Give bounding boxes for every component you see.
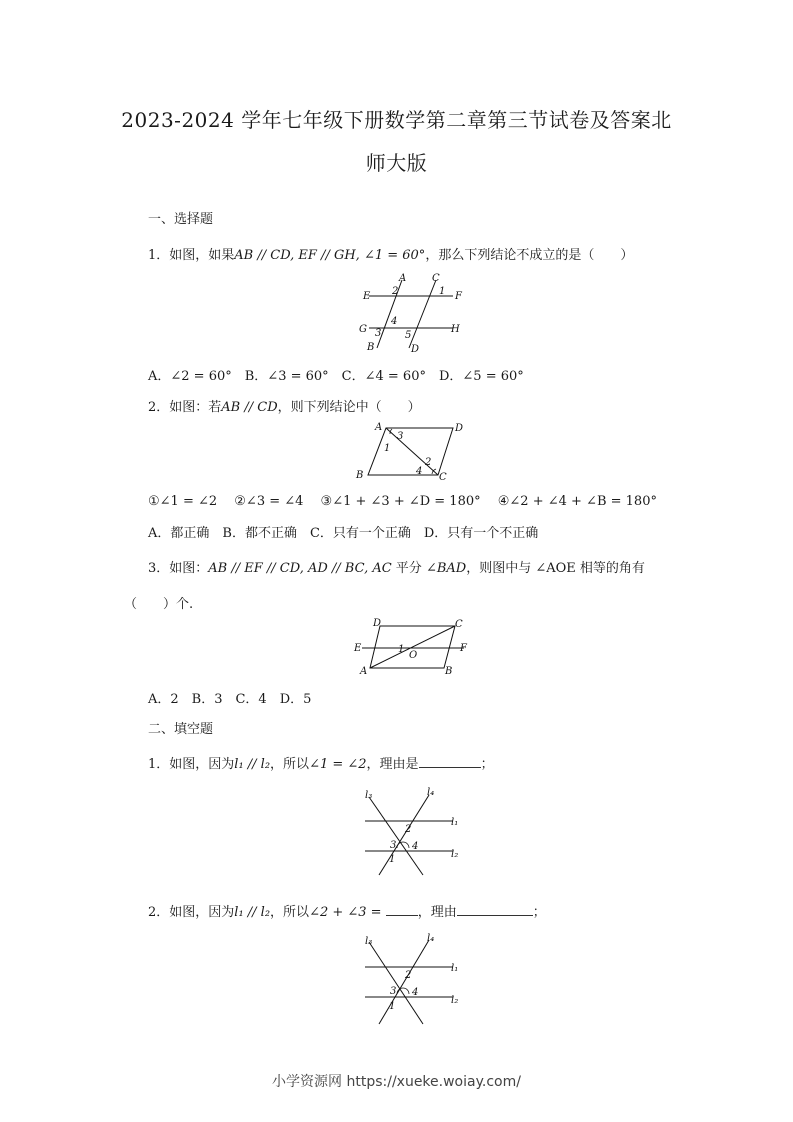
q2-math: AB // CD	[221, 400, 278, 415]
f2-angle-3: 3	[390, 986, 397, 997]
q3-label-B: B	[445, 666, 453, 676]
f1-angle-4: 4	[412, 841, 419, 852]
q1-prefix: 1．如图，如果	[148, 248, 235, 263]
q3-angle-1: 1	[398, 644, 405, 655]
q2-figure	[350, 418, 470, 488]
q1-label-E: E	[363, 291, 371, 302]
f1-math: l₁ // l₂	[234, 757, 271, 772]
footer-source-link[interactable]: 小学资源网 https://xueke.woiay.com/	[272, 1074, 521, 1090]
f1-angle-2: 2	[405, 824, 412, 835]
f2-answer-blank[interactable]	[386, 914, 418, 916]
q3-math2: ∠BAD	[425, 561, 467, 576]
q3-suffix: ，则图中与 ∠AOE 相等的角有	[466, 561, 645, 576]
q3-label-A: A	[360, 666, 368, 676]
section-choice-heading: 一、选择题	[148, 212, 214, 227]
f1-label-l2: l₂	[451, 849, 459, 860]
f1-answer-blank[interactable]	[419, 766, 481, 768]
f1-label-l1: l₁	[451, 817, 459, 828]
q1-options: A．∠2 = 60° B．∠3 = 60° C．∠4 = 60° D．∠5 = 60°	[148, 369, 524, 384]
f2-angle-4: 4	[412, 987, 419, 998]
q3-math: AB // EF // CD, AD // BC, AC	[208, 561, 392, 576]
q3-label-D: D	[373, 618, 382, 629]
f2-math2: ∠2 + ∠3 =	[309, 905, 382, 920]
q2-options: A．都正确 B．都不正确 C．只有一个正确 D．只有一个不正确	[148, 526, 539, 541]
f2-angle-2: 2	[405, 970, 412, 981]
section-fill-heading: 二、填空题	[148, 722, 214, 737]
page-title-line2: 师大版	[365, 151, 428, 175]
f1-label-l3: l₃	[365, 790, 373, 801]
f1-end: ；	[480, 757, 494, 772]
f2-math: l₁ // l₂	[234, 905, 271, 920]
q3-mid: 平分	[391, 561, 426, 576]
f2-label-l4: l₄	[427, 933, 435, 944]
f2-end: ；	[532, 905, 546, 920]
q1-figure	[355, 270, 465, 360]
q2-statements: ①∠1 = ∠2 ②∠3 = ∠4 ③∠1 + ∠3 + ∠D = 180° ④∠2 + ∠4 + ∠B = 180°	[148, 494, 657, 509]
f2-angle-1: 1	[389, 1001, 396, 1012]
fill-question-1	[148, 753, 494, 772]
q1-angle-1: 1	[439, 286, 446, 297]
q3-label-F: F	[460, 643, 467, 654]
q3-prefix: 3．如图：	[148, 561, 209, 576]
q3-label-E: E	[354, 643, 362, 654]
f2-label-l3: l₃	[365, 936, 373, 947]
q1-label-H: H	[451, 324, 460, 335]
fill-question-2	[148, 901, 546, 920]
q2-angle-4: 4	[416, 466, 423, 477]
q2-label-A: A	[375, 422, 383, 433]
f2-suffix: ，理由	[417, 905, 457, 920]
q1-suffix: ，那么下列结论不成立的是（ ）	[425, 248, 634, 263]
f2-prefix: 2．如图，因为	[148, 905, 235, 920]
f1-prefix: 1．如图，因为	[148, 757, 235, 772]
q2-label-D: D	[455, 423, 464, 434]
f2-figure	[357, 930, 467, 1030]
q3-label-O: O	[409, 650, 418, 661]
q1-label-B: B	[367, 342, 375, 353]
q1-angle-3: 3	[375, 328, 382, 339]
f1-mid: ，所以	[270, 757, 310, 772]
q2-suffix: ，则下列结论中（ ）	[277, 400, 421, 415]
f1-suffix: ，理由是	[366, 757, 419, 772]
f2-reason-blank[interactable]	[457, 914, 533, 916]
q2-prefix: 2．如图：若	[148, 400, 222, 415]
question-3	[148, 557, 645, 576]
f1-angle-3: 3	[390, 840, 397, 851]
q1-math: AB // CD, EF // GH, ∠1 = 60°	[234, 248, 426, 263]
q1-label-G: G	[359, 324, 367, 335]
f1-label-l4: l₄	[427, 787, 435, 798]
q2-angle-1: 1	[384, 443, 391, 454]
f2-label-l2: l₂	[451, 995, 459, 1006]
question-2	[148, 396, 421, 415]
q1-label-C: C	[432, 273, 440, 284]
f1-math2: ∠1 = ∠2	[309, 757, 367, 772]
question-1	[148, 244, 633, 263]
q3-options: A．2 B．3 C．4 D．5	[148, 692, 312, 707]
page-title-line1: 2023-2024 学年七年级下册数学第二章第三节试卷及答案北	[121, 108, 672, 132]
q1-angle-2: 2	[392, 286, 399, 297]
f2-mid: ，所以	[270, 905, 310, 920]
q1-angle-5: 5	[405, 330, 412, 341]
q2-label-B: B	[356, 470, 364, 481]
q1-label-D: D	[411, 344, 420, 355]
q2-angle-2: 2	[425, 457, 432, 468]
f1-angle-1: 1	[389, 854, 396, 865]
q2-angle-3: 3	[397, 431, 404, 442]
q3-label-C: C	[455, 619, 463, 630]
f1-figure	[357, 785, 467, 881]
q3-line2: （ ）个.	[124, 597, 194, 612]
q1-label-A: A	[399, 273, 407, 284]
q1-angle-4: 4	[391, 316, 398, 327]
q2-label-C: C	[439, 472, 447, 483]
f2-label-l1: l₁	[451, 963, 459, 974]
q3-figure	[352, 616, 472, 680]
q1-label-F: F	[455, 291, 462, 302]
